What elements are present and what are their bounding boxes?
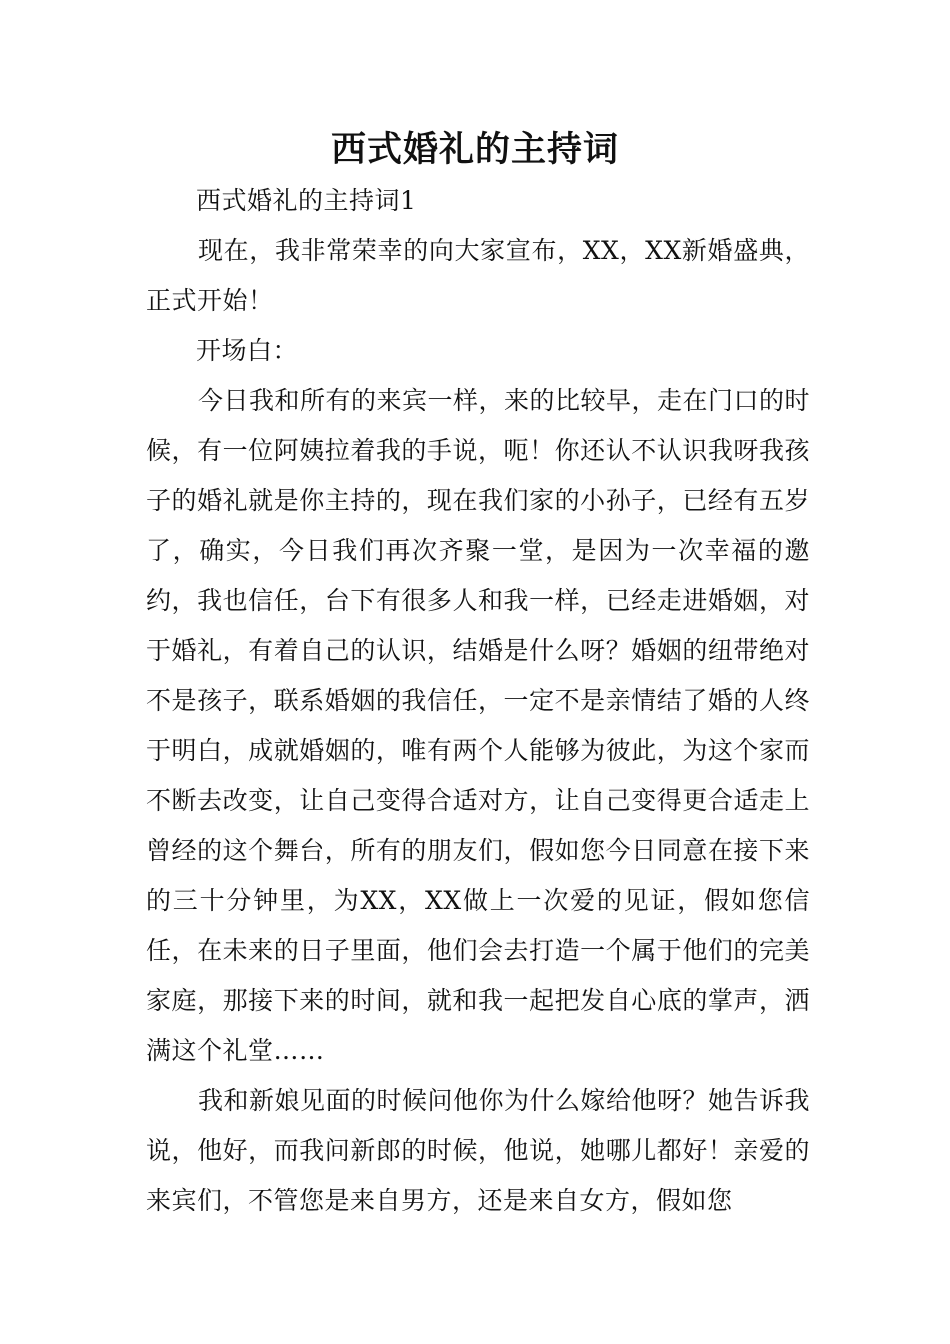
paragraph-bride-groom: 我和新娘见面的时候问他你为什么嫁给他呀？她告诉我说，他好，而我问新郎的时候，他说，她哪儿都好！亲爱的来宾们，不管您是来自男方，还是来自女方，假如您	[146, 1086, 811, 1215]
document-body	[146, 176, 810, 1226]
paragraph-opening-label: 开场白：	[196, 336, 299, 365]
paragraph-opening-speech: 今日我和所有的来宾一样，来的比较早，走在门口的时候，有一位阿姨拉着我的手说，呃！你还认不认识我呀我孩子的婚礼就是你主持的，现在我们家的小孙子，已经有五岁了，确实，今日我们再次齐聚一堂，是因为一次幸福的邀约，我也信任，台下有很多人和我一样，已经走进婚姻，对于婚礼，有着自己的认识，结婚是什么呀？婚姻的纽带绝对不是孩子，联系婚姻的我信任，一定不是亲情结了婚的人终于明白，成就婚姻的，唯有两个人能够为彼此，为这个家而不断去改变，让自己变得合适对方，让自己变得更合适走上曾经的这个舞台，所有的朋友们，假如您今日同意在接下来的三十分钟里，为XX，XX做上一次爱的见证，假如您信任，在未来的日子里面，他们会去打造一个属于他们的完美家庭，那接下来的时间，就和我一起把发自心底的掌声，洒满这个礼堂……	[146, 386, 811, 1065]
section-heading: 西式婚礼的主持词1	[196, 186, 417, 215]
document-title: 西式婚礼的主持词	[330, 129, 619, 170]
paragraph-announcement: 现在，我非常荣幸的向大家宣布，XX，XX新婚盛典，正式开始！	[146, 236, 810, 315]
